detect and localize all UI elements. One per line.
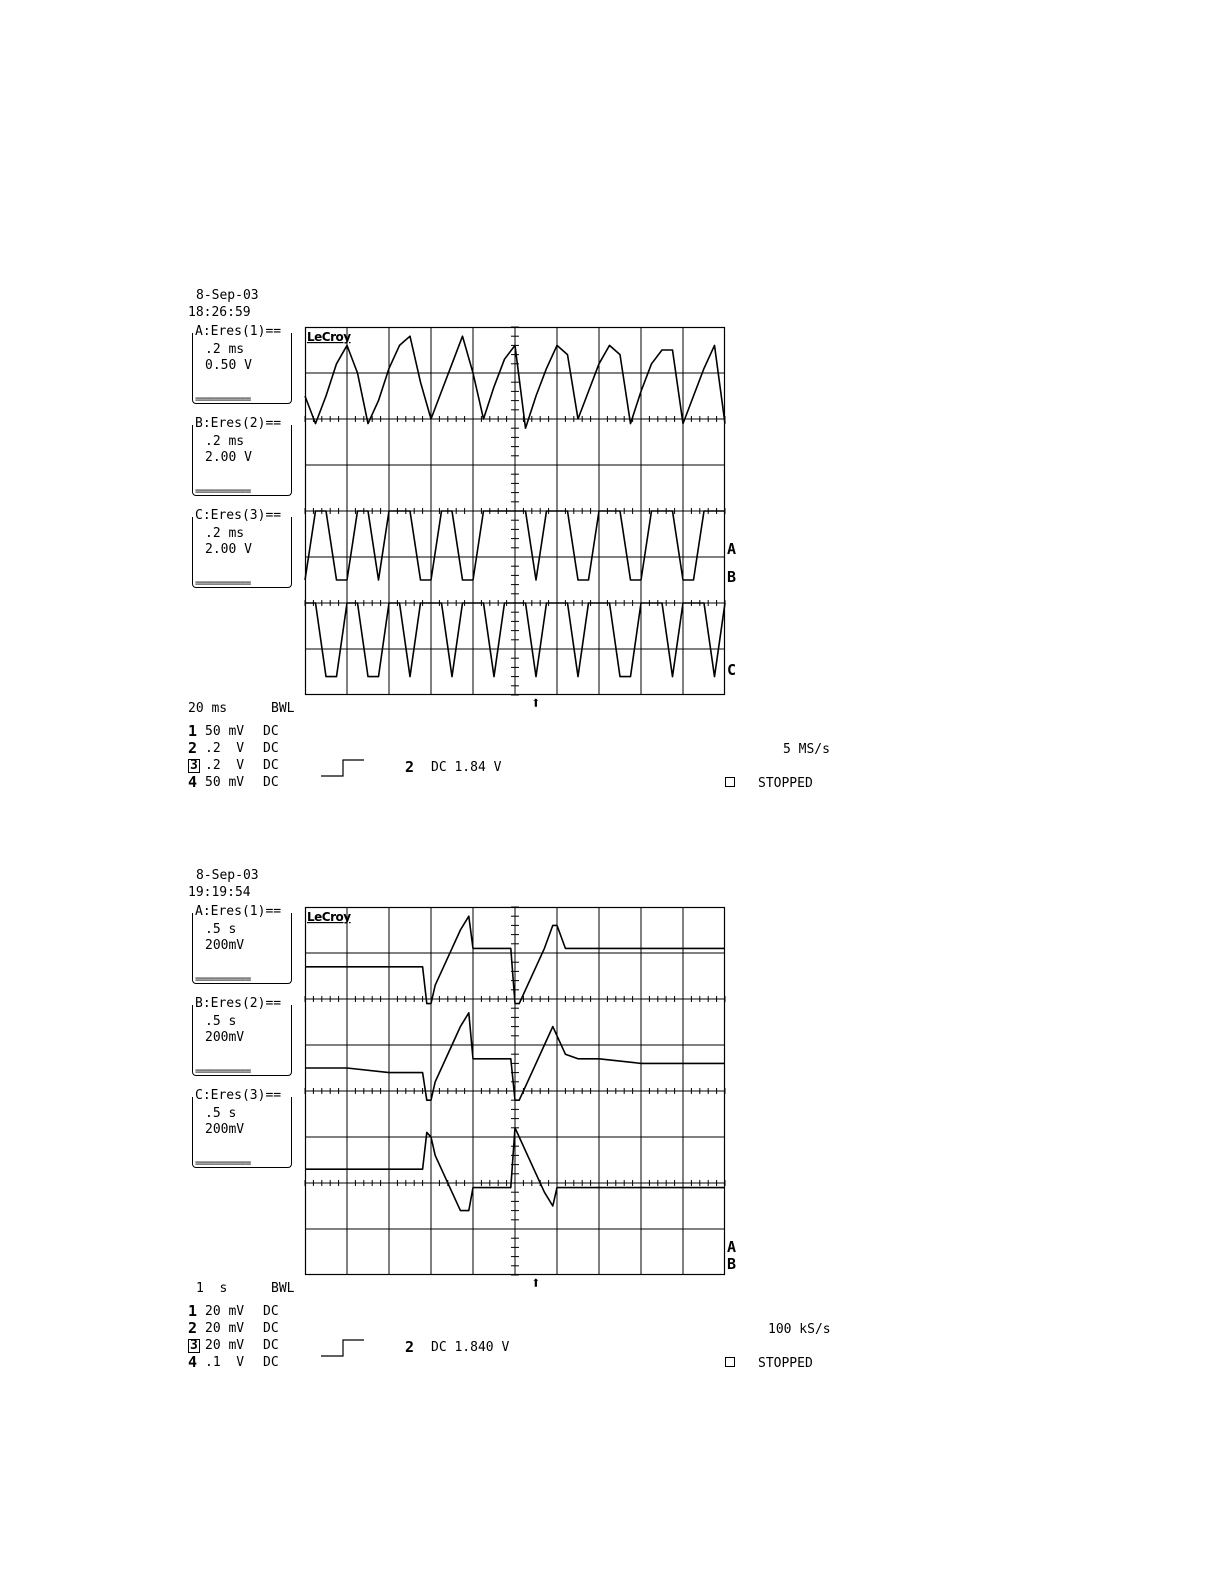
channel-coupling: DC bbox=[263, 1338, 279, 1353]
date-label: 8-Sep-03 bbox=[196, 288, 259, 303]
trigger-channel: 2 bbox=[405, 758, 415, 776]
channel-scale: .2 V bbox=[205, 758, 245, 773]
trigger-arrow-icon: ⬆ bbox=[531, 1273, 541, 1292]
status-label: STOPPED bbox=[758, 776, 813, 791]
channel-row: 2 bbox=[188, 739, 198, 757]
channel-row: 3 bbox=[190, 758, 198, 773]
trace-a-dashes: =========== bbox=[195, 394, 251, 405]
channel-row: 2 bbox=[188, 1319, 198, 1337]
scope-grid-2 bbox=[305, 907, 725, 1275]
trace-b-volts: 200mV bbox=[205, 1030, 245, 1045]
trace-a-volts: 0.50 V bbox=[205, 358, 252, 373]
trace-c-volts: 2.00 V bbox=[205, 542, 252, 557]
trace-a-label: A:Eres(1)== bbox=[195, 324, 282, 339]
trace-a-timebase: .5 s bbox=[205, 922, 237, 937]
channel-coupling: DC bbox=[263, 724, 279, 739]
bwl-label: BWL bbox=[271, 701, 295, 716]
main-timebase: 20 ms bbox=[188, 701, 228, 716]
channel-row: 3 bbox=[190, 1338, 198, 1353]
channel-scale: .1 V bbox=[205, 1355, 245, 1370]
channel-scale: 20 mV bbox=[205, 1338, 245, 1353]
marker-b: B bbox=[727, 1255, 737, 1273]
trace-b-label: B:Eres(2)== bbox=[195, 416, 282, 431]
status-square-icon bbox=[725, 1357, 735, 1367]
trigger-slope-icon bbox=[321, 1339, 365, 1357]
sample-rate: 5 MS/s bbox=[783, 742, 830, 757]
grid-lines bbox=[305, 907, 725, 1275]
channel-row: 1 bbox=[188, 1302, 198, 1320]
channel-coupling: DC bbox=[263, 1355, 279, 1370]
channel-row: 1 bbox=[188, 722, 198, 740]
trigger-arrow-icon: ⬆ bbox=[531, 693, 541, 712]
trace-c-label: C:Eres(3)== bbox=[195, 508, 282, 523]
trace-a-timebase: .2 ms bbox=[205, 342, 245, 357]
marker-a: A bbox=[727, 540, 737, 558]
channel-row: 4 bbox=[188, 773, 198, 791]
lecroy-logo: LeCroy bbox=[307, 330, 351, 344]
trace-b-dashes: =========== bbox=[195, 1066, 251, 1077]
sample-rate: 100 kS/s bbox=[768, 1322, 831, 1337]
date-label: 8-Sep-03 bbox=[196, 868, 259, 883]
marker-b: B bbox=[727, 568, 737, 586]
status-label: STOPPED bbox=[758, 1356, 813, 1371]
trace-c-timebase: .2 ms bbox=[205, 526, 245, 541]
trace-c-label: C:Eres(3)== bbox=[195, 1088, 282, 1103]
trace-b-volts: 2.00 V bbox=[205, 450, 252, 465]
trace-box-a bbox=[192, 324, 292, 405]
trace-box-c bbox=[192, 508, 292, 589]
marker-a: A bbox=[727, 1238, 737, 1256]
trace-a-label: A:Eres(1)== bbox=[195, 904, 282, 919]
trace-a-dashes: =========== bbox=[195, 974, 251, 985]
trace-box-c bbox=[192, 1088, 292, 1169]
marker-c: C bbox=[727, 661, 737, 679]
channel-coupling: DC bbox=[263, 775, 279, 790]
trace-b-label: B:Eres(2)== bbox=[195, 996, 282, 1011]
channel-scale: 50 mV bbox=[205, 724, 245, 739]
time-label: 18:26:59 bbox=[188, 305, 251, 320]
trace-b-timebase: .5 s bbox=[205, 1014, 237, 1029]
trace-box-a bbox=[192, 904, 292, 985]
trace-c-dashes: =========== bbox=[195, 1158, 251, 1169]
channel-scale: .2 V bbox=[205, 741, 245, 756]
channel-scale: 20 mV bbox=[205, 1321, 245, 1336]
trace-b-timebase: .2 ms bbox=[205, 434, 245, 449]
channel-scale: 50 mV bbox=[205, 775, 245, 790]
trigger-level: DC 1.840 V bbox=[431, 1340, 510, 1355]
lecroy-logo: LeCroy bbox=[307, 910, 351, 924]
channel-row: 4 bbox=[188, 1353, 198, 1371]
trigger-level: DC 1.84 V bbox=[431, 760, 502, 775]
scope-screen-2 bbox=[0, 580, 1224, 1380]
trace-b-dashes: =========== bbox=[195, 486, 251, 497]
channel-scale: 20 mV bbox=[205, 1304, 245, 1319]
channel-coupling: DC bbox=[263, 741, 279, 756]
time-label: 19:19:54 bbox=[188, 885, 251, 900]
main-timebase: 1 s bbox=[196, 1281, 228, 1296]
channel-coupling: DC bbox=[263, 758, 279, 773]
trace-c-timebase: .5 s bbox=[205, 1106, 237, 1121]
trace-a-volts: 200mV bbox=[205, 938, 245, 953]
channel-coupling: DC bbox=[263, 1304, 279, 1319]
trigger-channel: 2 bbox=[405, 1338, 415, 1356]
trace-c-volts: 200mV bbox=[205, 1122, 245, 1137]
trace-box-b bbox=[192, 416, 292, 497]
channel-coupling: DC bbox=[263, 1321, 279, 1336]
bwl-label: BWL bbox=[271, 1281, 295, 1296]
trace-c-dashes: =========== bbox=[195, 578, 251, 589]
trace-box-b bbox=[192, 996, 292, 1077]
